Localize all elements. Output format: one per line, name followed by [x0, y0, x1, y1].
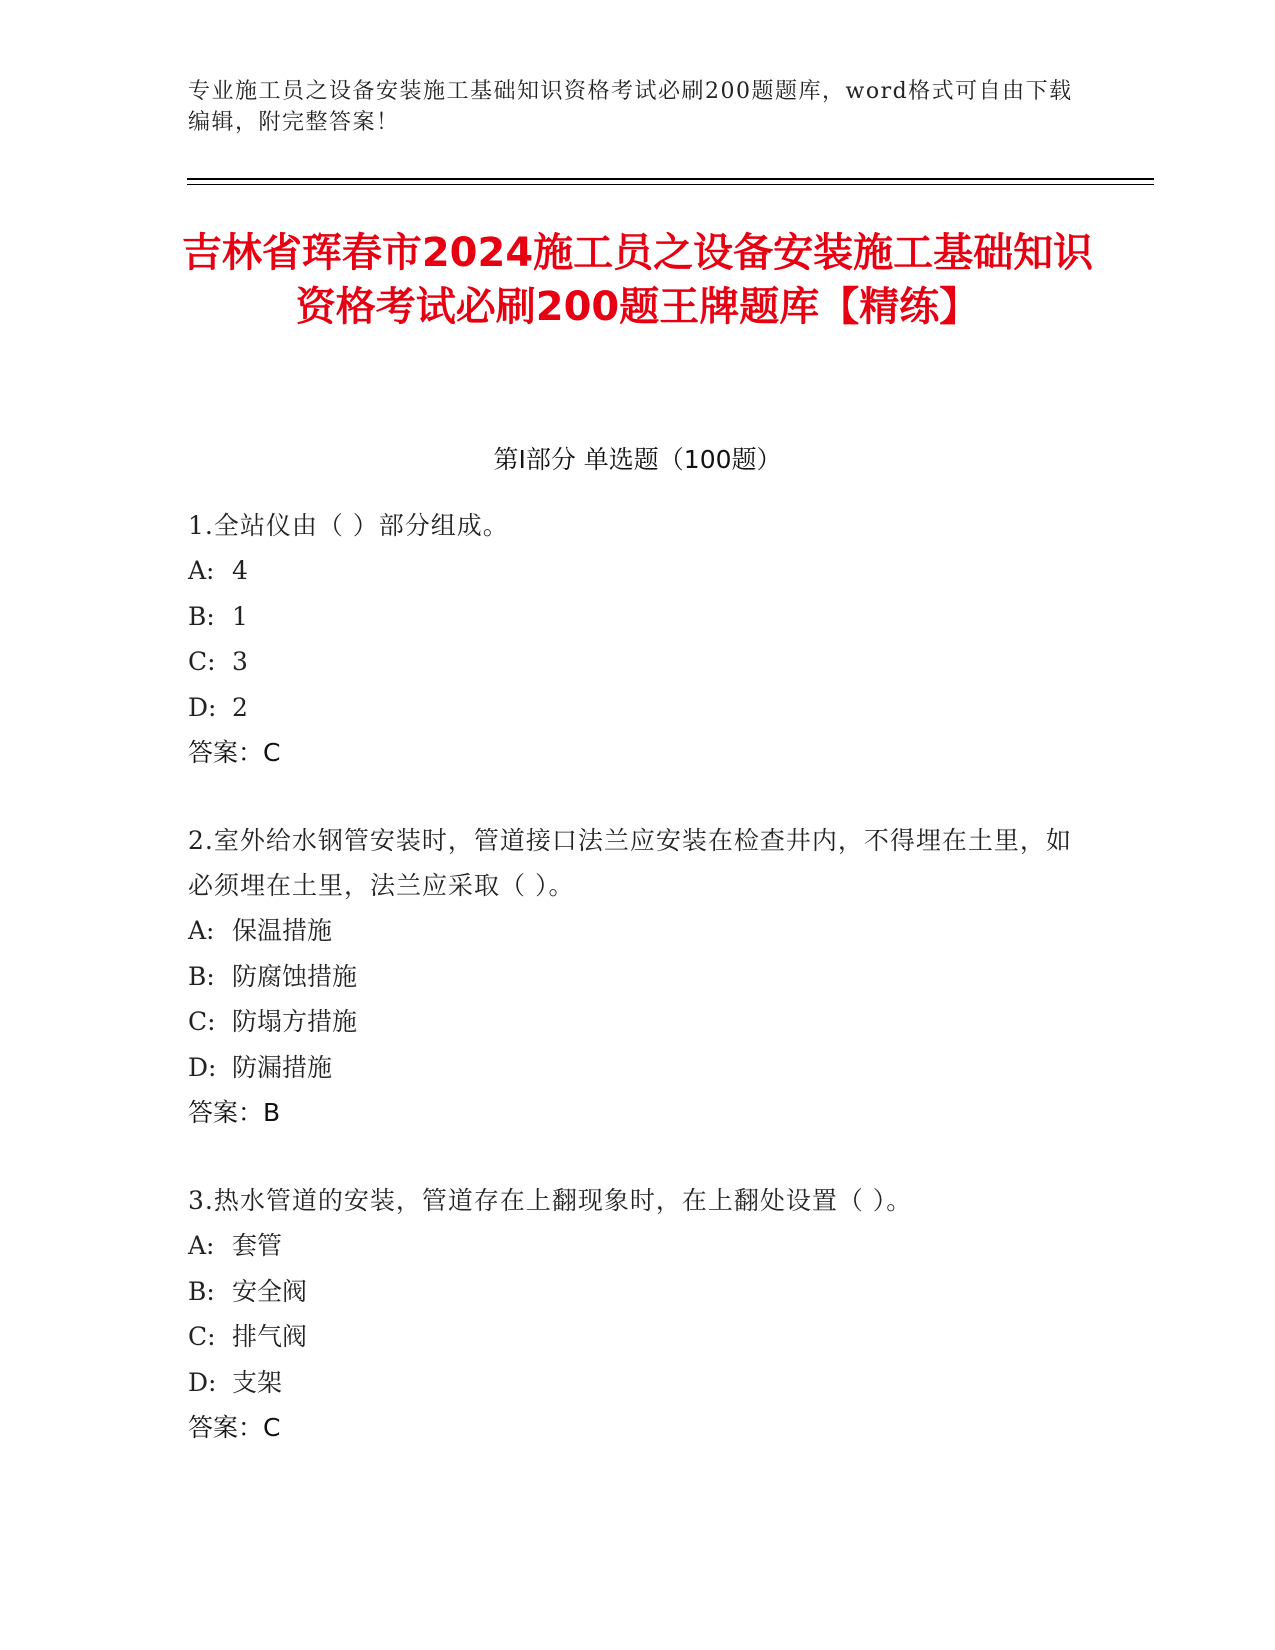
option-label: D: — [188, 1052, 217, 1082]
option-text: 排气阀 — [232, 1322, 308, 1351]
option-c — [188, 639, 1088, 685]
option-label: D: — [188, 1367, 217, 1397]
option-text: 支架 — [232, 1367, 283, 1397]
answer: 答案：C — [188, 1413, 281, 1442]
question-text: 1.全站仪由（ ）部分组成。 — [188, 511, 509, 540]
option-d — [188, 685, 1088, 731]
option-label: C: — [188, 647, 216, 676]
option-label: C: — [188, 1322, 216, 1351]
question-text: 3.热水管道的安装，管道存在上翻现象时，在上翻处设置（ ）。 — [188, 1186, 913, 1215]
option-a — [188, 1223, 1088, 1269]
option-text: 防塌方措施 — [232, 1007, 358, 1036]
header-rule-thin — [187, 184, 1154, 185]
option-b — [188, 954, 1088, 1000]
answer: 答案：B — [188, 1098, 281, 1127]
option-b — [188, 1269, 1088, 1315]
option-text: 防漏措施 — [232, 1052, 333, 1082]
option-d — [188, 1360, 1088, 1406]
option-label: A: — [188, 556, 215, 585]
option-label: B: — [188, 1276, 215, 1306]
option-d — [188, 1045, 1088, 1091]
option-label: B: — [188, 961, 215, 991]
option-text: 2 — [232, 692, 248, 722]
option-label: C: — [188, 1007, 216, 1036]
option-text: 3 — [232, 647, 248, 676]
question-1 — [188, 503, 1088, 775]
question-3 — [188, 1178, 1088, 1450]
option-c — [188, 999, 1088, 1045]
option-text: 4 — [232, 556, 248, 585]
option-text: 防腐蚀措施 — [232, 961, 358, 991]
option-text: 安全阀 — [232, 1276, 308, 1306]
question-2 — [188, 818, 1088, 1135]
option-text: 保温措施 — [232, 916, 333, 945]
option-b — [188, 594, 1088, 640]
answer: 答案：C — [188, 738, 281, 767]
option-label: A: — [188, 1231, 215, 1260]
section-heading: 第Ⅰ部分 单选题（100题） — [493, 445, 782, 474]
option-a — [188, 548, 1088, 594]
header-rule-thick — [187, 178, 1154, 180]
option-c — [188, 1314, 1088, 1360]
option-label: A: — [188, 916, 215, 945]
option-text: 套管 — [232, 1231, 283, 1260]
question-text: 2.室外给水钢管安装时，管道接口法兰应安装在检查井内，不得埋在土里，如必须埋在土里，法兰应采取（ ）。 — [188, 826, 1072, 900]
option-a — [188, 908, 1088, 954]
option-text: 1 — [232, 601, 248, 631]
header-note: 专业施工员之设备安装施工基础知识资格考试必刷200题题库，word格式可自由下载编辑，附完整答案！ — [188, 79, 1073, 135]
document-title: 吉林省珲春市2024施工员之设备安装施工基础知识资格考试必刷200题王牌题库【精练】 — [181, 230, 1094, 330]
option-label: B: — [188, 601, 215, 631]
option-label: D: — [188, 692, 217, 722]
